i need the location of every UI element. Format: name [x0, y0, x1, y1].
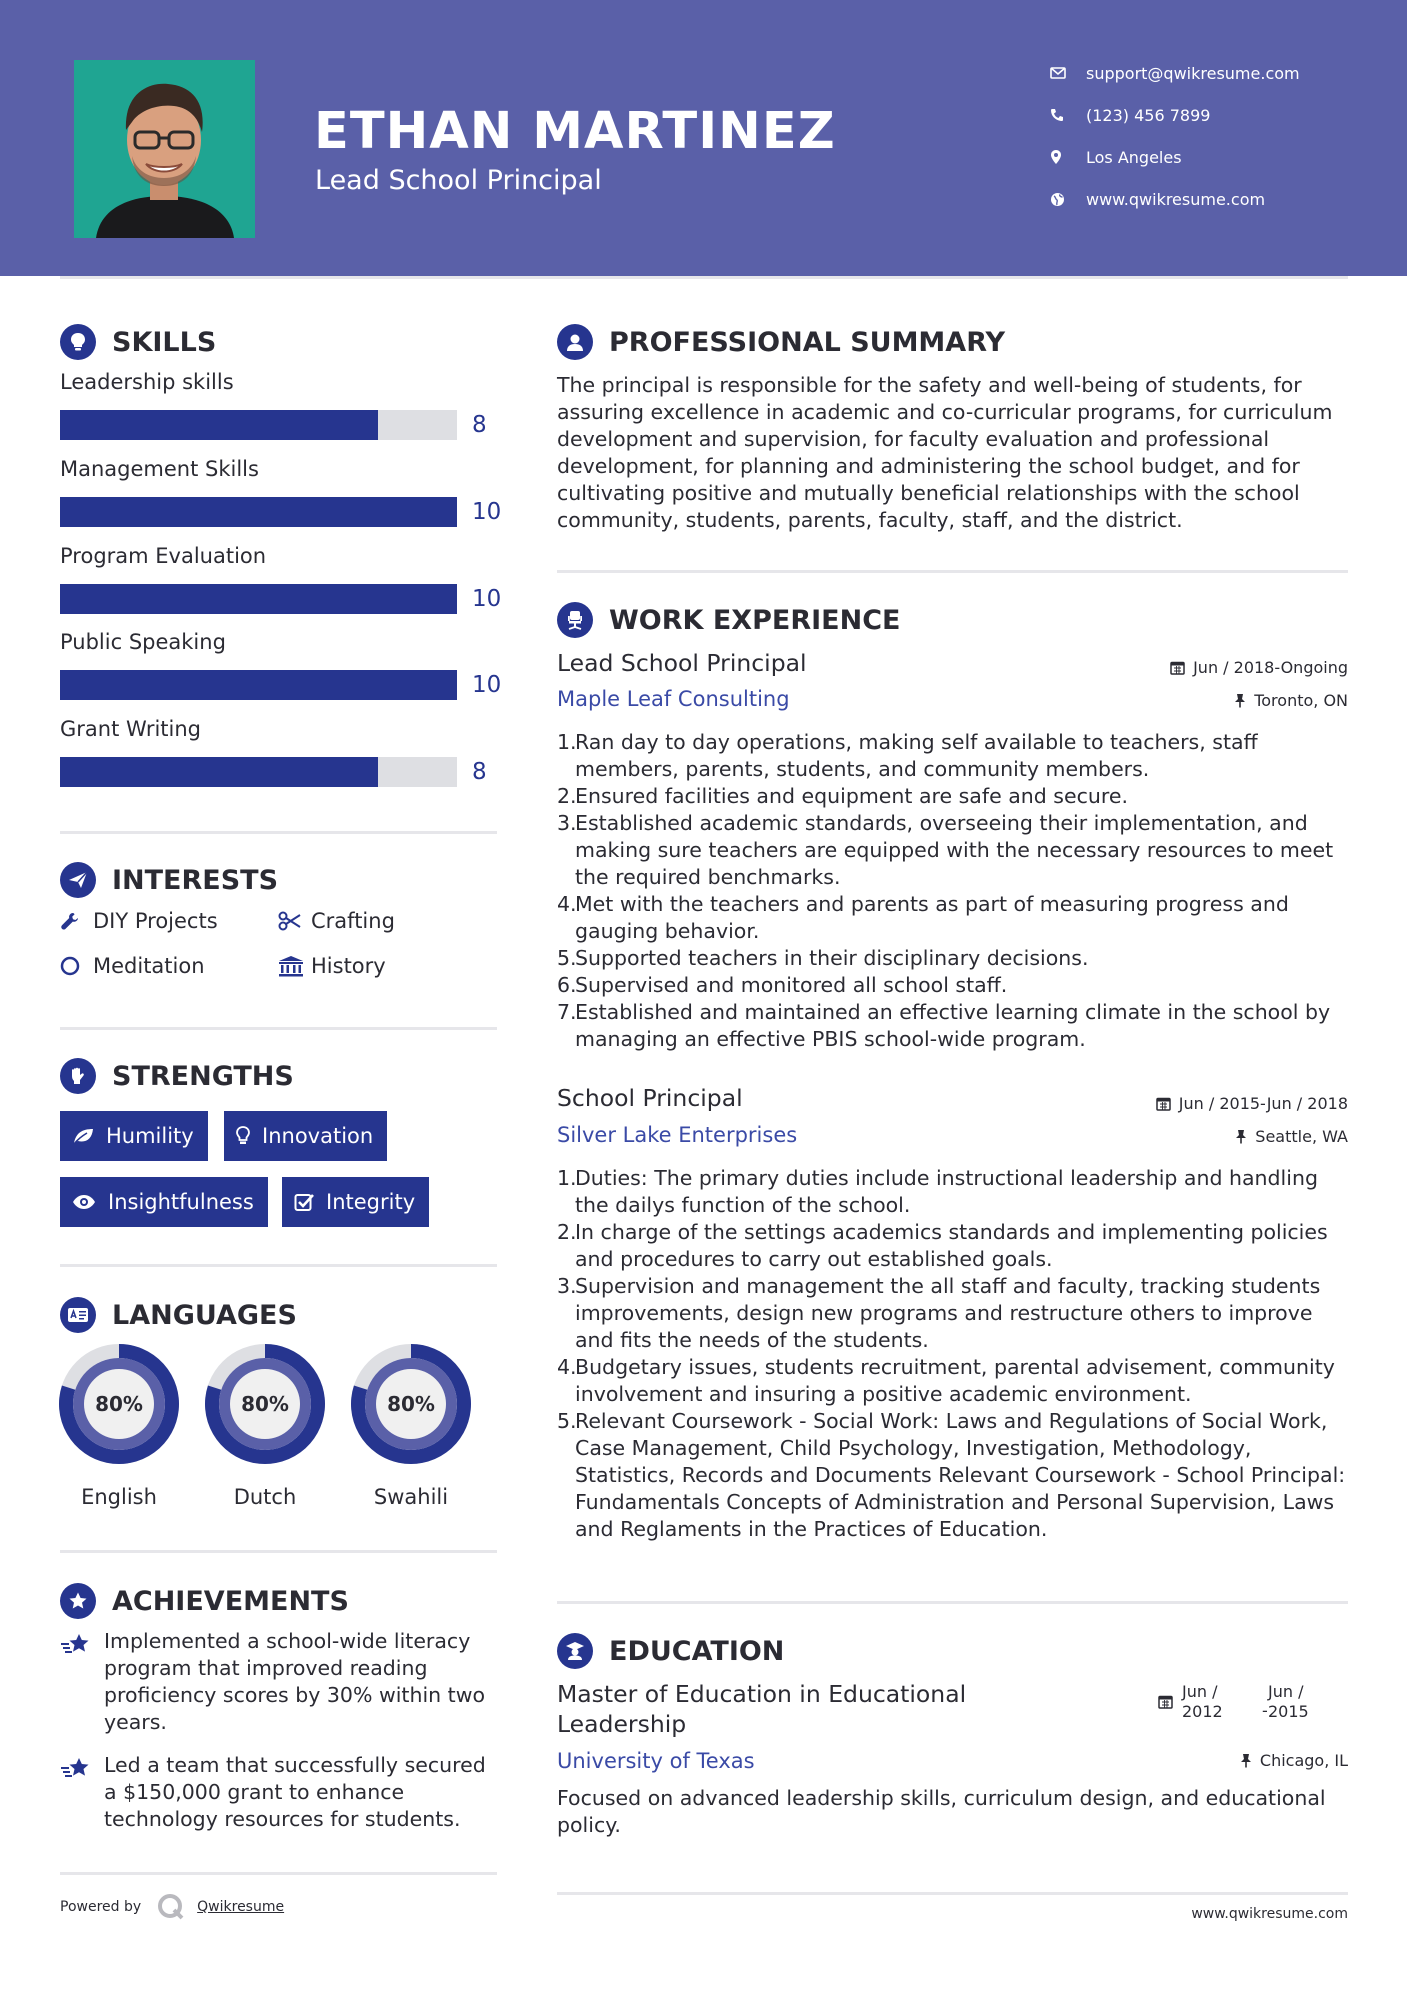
shooting-star-icon: [60, 1752, 104, 1833]
section-divider: [60, 1872, 497, 1875]
list-item: 3. Established academic standards, overseeing their implementation, and making sure teachers are equipped with the necessary resources to meet the required benchmarks.: [557, 811, 1334, 889]
skill-name: Program Evaluation: [60, 544, 267, 568]
list-item: 1. Ran day to day operations, making self available to teachers, staff members, parents, students, and community members.: [557, 730, 1258, 781]
list-item: 1. Duties: The primary duties include instructional leadership and handling the dailys function of the school.: [557, 1166, 1318, 1217]
scissors-icon: [278, 911, 311, 931]
qwikresume-logo-icon: [157, 1893, 185, 1921]
user-icon: [557, 324, 593, 360]
bank-icon: [278, 955, 311, 977]
lightbulb-icon: [60, 324, 96, 360]
footer-brand-link[interactable]: Qwikresume: [197, 1899, 285, 1915]
language-icon: [60, 1297, 96, 1333]
list-item: 4. Budgetary issues, students recruitment, parental advisement, community involvement and insuring a positive academic environment.: [557, 1355, 1335, 1406]
skill-name: Leadership skills: [60, 370, 234, 394]
list-item: 2. In charge of the settings academics standards and implementing policies and procedures to carry out established goals.: [557, 1220, 1328, 1271]
degree-title: Master of Education in Educational Leadership: [557, 1680, 967, 1738]
job-location: Seattle, WA: [1235, 1127, 1348, 1146]
fist-icon: [60, 1058, 96, 1094]
candidate-role: Lead School Principal: [315, 165, 602, 196]
language-percent: 80%: [241, 1392, 289, 1416]
section-divider: [557, 1892, 1348, 1895]
skill-score: 10: [472, 499, 502, 525]
skill-score: 8: [472, 759, 487, 785]
language-percent: 80%: [387, 1392, 435, 1416]
calendar-icon: [1170, 660, 1185, 675]
language-item: [350, 1343, 472, 1509]
experience-heading: WORK EXPERIENCE: [557, 602, 900, 638]
summary-heading: PROFESSIONAL SUMMARY: [557, 324, 1005, 360]
profile-photo: [74, 60, 255, 238]
shooting-star-icon: [60, 1628, 104, 1736]
list-item: 3. Supervision and management the all staff and faculty, tracking students improvements, design new programs and restructure others to improve and fits the needs of the students.: [557, 1274, 1321, 1352]
language-item: [58, 1343, 180, 1509]
calendar-icon: [1158, 1694, 1173, 1713]
job-company: Silver Lake Enterprises: [557, 1123, 798, 1147]
list-item: 5. Relevant Coursework - Social Work: Laws and Regulations of Social Work, Case Management, Child Psychology, Investigation, Methodology, Statistics, Records and Documents Relevant Coursework - School Principal: Fundamentals Concepts of Administration and Personal Supervision, Laws and Reglaments in the Practices of Education.: [557, 1409, 1346, 1541]
strengths-heading: STRENGTHS: [60, 1058, 294, 1094]
education-location: Chicago, IL: [1240, 1751, 1348, 1770]
contact-phone[interactable]: (123) 456 7899: [1050, 94, 1300, 136]
map-pin-icon: [1050, 149, 1086, 165]
skill-item: [60, 630, 500, 700]
education-date-start: Jun / 2012: [1182, 1682, 1223, 1721]
strength-badge: Innovation: [224, 1111, 387, 1161]
globe-icon: [1050, 192, 1086, 207]
list-item: 4. Met with the teachers and parents as part of measuring progress and gauging behavior.: [557, 892, 1289, 943]
skill-bar-fill: [60, 410, 378, 440]
job-title: Lead School Principal: [557, 649, 807, 677]
language-ring: [58, 1343, 180, 1465]
languages-heading: LANGUAGES: [60, 1297, 297, 1333]
lightbulb-icon: [236, 1126, 250, 1146]
skill-score: 10: [472, 586, 502, 612]
skill-item: [60, 370, 500, 440]
avatar-illustration: [74, 60, 255, 238]
summary-text: The principal is responsible for the safety and well-being of students, for assuring excellence in academic and co-curricular programs, for curriculum development and supervision, for faculty evaluation and professional development, for planning and administering the school budget, and for cultivating positive and mutually beneficial relationships with the school community, students, parents, faculty, staff, and the district.: [557, 373, 1333, 532]
skills-heading: SKILLS: [60, 324, 216, 360]
interest-item: Crafting: [278, 909, 395, 933]
list-item: 2. Ensured facilities and equipment are safe and secure.: [557, 784, 1128, 808]
skill-bar-fill: [60, 670, 457, 700]
section-divider: [557, 1601, 1348, 1604]
header-divider: [60, 276, 1348, 279]
resume-header: [0, 0, 1407, 276]
language-name: English: [81, 1485, 157, 1509]
list-item: 5. Supported teachers in their disciplinary decisions.: [557, 946, 1089, 970]
list-item: 7. Established and maintained an effective learning climate in the school by managing an effective PBIS school-wide program.: [557, 1000, 1331, 1051]
pushpin-icon: [1235, 1129, 1247, 1144]
contact-list: [1050, 52, 1300, 220]
wrench-icon: [60, 911, 93, 932]
section-divider: [60, 1264, 497, 1267]
skill-score: 10: [472, 672, 502, 698]
section-divider: [60, 1027, 497, 1030]
contact-location: Los Angeles: [1050, 136, 1300, 178]
envelope-icon: [1050, 67, 1086, 79]
interests-heading: INTERESTS: [60, 862, 278, 898]
job-date: Jun / 2018-Ongoing: [1170, 658, 1348, 677]
education-date-separator: -: [1262, 1701, 1268, 1720]
pushpin-icon: [1234, 693, 1246, 708]
job-duties: [557, 729, 1357, 1053]
check-square-icon: [294, 1192, 314, 1212]
interest-item: DIY Projects: [60, 909, 218, 933]
star-icon: [60, 1583, 96, 1619]
eye-icon: [72, 1194, 96, 1210]
language-name: Dutch: [233, 1485, 297, 1509]
achievement-item: [60, 1628, 500, 1736]
language-item: [204, 1343, 326, 1509]
language-ring: [350, 1343, 472, 1465]
paper-plane-icon: [60, 862, 96, 898]
office-chair-icon: [557, 602, 593, 638]
achievement-text: Implemented a school-wide literacy program that improved reading proficiency scores by 30% within two years.: [104, 1629, 486, 1734]
language-name: Swahili: [373, 1485, 449, 1509]
calendar-icon: [1156, 1096, 1171, 1111]
pushpin-icon: [1240, 1753, 1252, 1768]
strength-badge: Integrity: [282, 1177, 429, 1227]
footer-powered-by: Powered by Qwikresume: [60, 1893, 284, 1921]
strength-badge: Humility: [60, 1111, 208, 1161]
circle-icon: [60, 956, 93, 976]
section-divider: [60, 1550, 497, 1553]
job-title: School Principal: [557, 1084, 743, 1112]
leaf-icon: [72, 1127, 94, 1145]
school-name: University of Texas: [557, 1749, 755, 1773]
footer-website[interactable]: www.qwikresume.com: [1191, 1906, 1348, 1922]
language-percent: 80%: [95, 1392, 143, 1416]
graduate-icon: [557, 1633, 593, 1669]
job-duties: [557, 1165, 1357, 1543]
list-item: 6. Supervised and monitored all school staff.: [557, 973, 1008, 997]
strength-badge: Insightfulness: [60, 1177, 268, 1227]
skill-score: 8: [472, 412, 487, 438]
skill-name: Management Skills: [60, 457, 259, 481]
job-location: Toronto, ON: [1234, 691, 1348, 710]
achievement-item: [60, 1752, 500, 1833]
candidate-name: ETHAN MARTINEZ: [314, 102, 836, 161]
section-divider: [557, 570, 1348, 573]
education-description: Focused on advanced leadership skills, curriculum design, and educational policy.: [557, 1786, 1326, 1837]
contact-website[interactable]: www.qwikresume.com: [1050, 178, 1300, 220]
skill-item: [60, 544, 500, 614]
interest-item: Meditation: [60, 954, 205, 978]
contact-email[interactable]: support@qwikresume.com: [1050, 52, 1300, 94]
education-date-end: Jun / 2015: [1268, 1682, 1309, 1721]
job-date: Jun / 2015-Jun / 2018: [1156, 1094, 1348, 1113]
skill-item: [60, 717, 500, 787]
interest-item: History: [278, 954, 386, 978]
skill-bar-fill: [60, 497, 457, 527]
skill-name: Public Speaking: [60, 630, 226, 654]
skill-bar-fill: [60, 757, 378, 787]
section-divider: [60, 831, 497, 834]
skill-bar-fill: [60, 584, 457, 614]
achievement-text: Led a team that successfully secured a $150,000 grant to enhance technology resources for students.: [104, 1753, 486, 1831]
language-ring: [204, 1343, 326, 1465]
education-heading: EDUCATION: [557, 1633, 784, 1669]
phone-icon: [1050, 108, 1086, 122]
job-company: Maple Leaf Consulting: [557, 687, 790, 711]
achievements-heading: ACHIEVEMENTS: [60, 1583, 349, 1619]
skill-name: Grant Writing: [60, 717, 201, 741]
skill-item: [60, 457, 500, 527]
